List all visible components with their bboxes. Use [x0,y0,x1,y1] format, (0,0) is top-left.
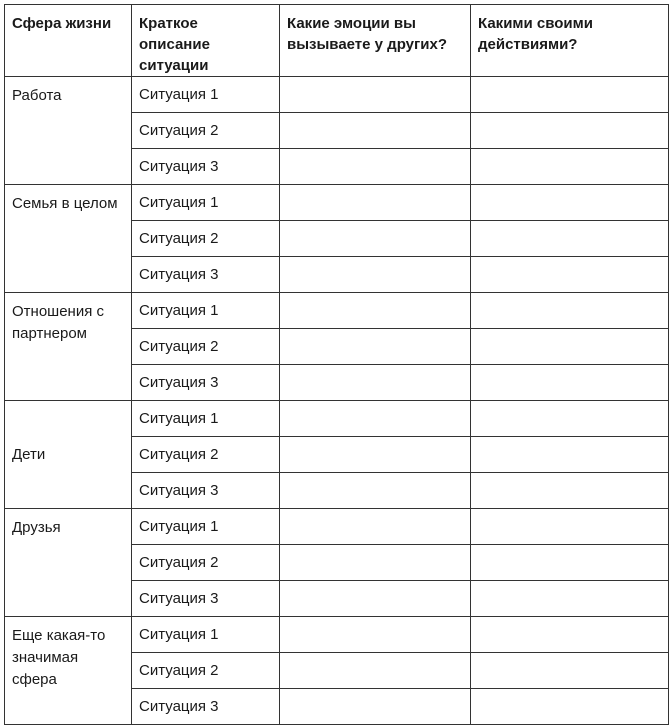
situation-cell: Ситуация 1 [132,617,280,653]
actions-cell[interactable] [471,293,669,329]
table-row [5,293,669,329]
actions-cell[interactable] [471,365,669,401]
emotions-cell[interactable] [280,365,471,401]
situation-cell: Ситуация 3 [132,365,280,401]
actions-cell[interactable] [471,689,669,725]
situation-cell: Ситуация 1 [132,77,280,113]
life-areas-table [4,4,669,725]
situation-cell: Ситуация 1 [132,509,280,545]
emotions-cell[interactable] [280,329,471,365]
table-row [5,509,669,545]
table-row [5,77,669,113]
header-emotions: Какие эмоции вы вызываете у других? [280,5,471,77]
actions-cell[interactable] [471,221,669,257]
situation-cell: Ситуация 3 [132,473,280,509]
actions-cell[interactable] [471,329,669,365]
actions-cell[interactable] [471,257,669,293]
situation-cell: Ситуация 3 [132,257,280,293]
situation-cell: Ситуация 2 [132,545,280,581]
area-work: Работа [5,77,132,185]
table-row [5,185,669,221]
emotions-cell[interactable] [280,509,471,545]
actions-cell[interactable] [471,113,669,149]
header-situation-description: Краткое описание ситуации [132,5,280,77]
area-partner: Отношения с партнером [5,293,132,401]
actions-cell[interactable] [471,185,669,221]
situation-cell: Ситуация 2 [132,221,280,257]
area-family: Семья в целом [5,185,132,293]
actions-cell[interactable] [471,581,669,617]
situation-cell: Ситуация 3 [132,149,280,185]
emotions-cell[interactable] [280,437,471,473]
situation-cell: Ситуация 1 [132,293,280,329]
situation-cell: Ситуация 1 [132,401,280,437]
actions-cell[interactable] [471,509,669,545]
emotions-cell[interactable] [280,185,471,221]
area-children: Дети [5,401,132,509]
actions-cell[interactable] [471,437,669,473]
emotions-cell[interactable] [280,113,471,149]
actions-cell[interactable] [471,653,669,689]
emotions-cell[interactable] [280,149,471,185]
situation-cell: Ситуация 2 [132,329,280,365]
emotions-cell[interactable] [280,581,471,617]
header-life-area: Сфера жизни [5,5,132,77]
situation-cell: Ситуация 2 [132,653,280,689]
emotions-cell[interactable] [280,545,471,581]
actions-cell[interactable] [471,545,669,581]
table-row [5,401,669,437]
actions-cell[interactable] [471,401,669,437]
emotions-cell[interactable] [280,653,471,689]
emotions-cell[interactable] [280,77,471,113]
emotions-cell[interactable] [280,401,471,437]
situation-cell: Ситуация 2 [132,113,280,149]
emotions-cell[interactable] [280,257,471,293]
area-friends: Друзья [5,509,132,617]
actions-cell[interactable] [471,77,669,113]
emotions-cell[interactable] [280,689,471,725]
header-actions: Какими своими действиями? [471,5,669,77]
emotions-cell[interactable] [280,473,471,509]
emotions-cell[interactable] [280,221,471,257]
emotions-cell[interactable] [280,617,471,653]
emotions-cell[interactable] [280,293,471,329]
situation-cell: Ситуация 1 [132,185,280,221]
actions-cell[interactable] [471,617,669,653]
situation-cell: Ситуация 2 [132,437,280,473]
actions-cell[interactable] [471,149,669,185]
area-other: Еще какая-то значимая сфера [5,617,132,725]
situation-cell: Ситуация 3 [132,689,280,725]
situation-cell: Ситуация 3 [132,581,280,617]
header-row [5,5,669,77]
table-row [5,617,669,653]
actions-cell[interactable] [471,473,669,509]
